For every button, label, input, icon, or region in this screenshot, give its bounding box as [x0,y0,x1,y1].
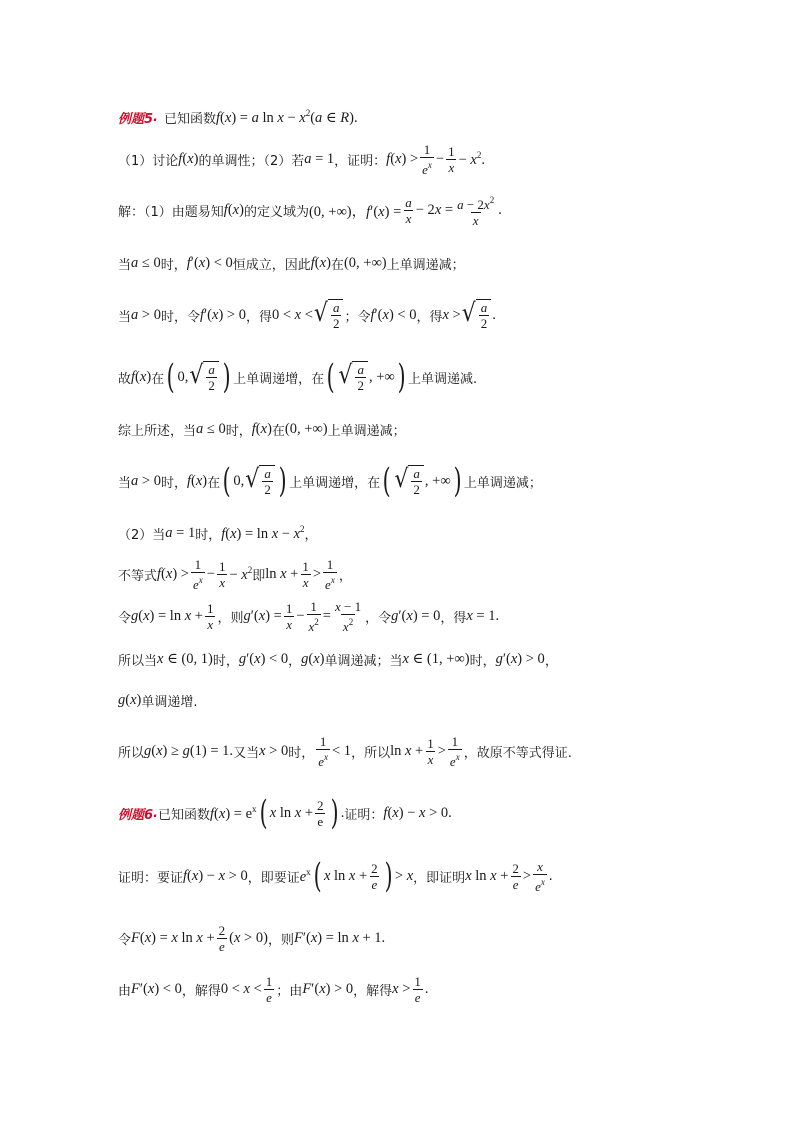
define-F: 令 F(x) = x ln x + $\frac{2}{e}$ (x > 0) ，则 F′(x) = ln x + 1. [118,922,386,954]
define-g: 令 g(x) = ln x + $\frac{1}{x}$ ，则 g′(x) = $\frac{1}{x}$ − $\frac{1}{x^2}$ = $\frac{x - 1}{x^2}$ ，令 g′(x) = 0 ，得 x = 1 . [118,598,500,634]
g-increasing: g(x) 单调递增. [118,691,198,710]
F-monotonic: 由 F′(x) < 0 ，解得 0 < x < $\frac{1}{e}$ ；由 F′(x) > 0 ，解得 x > $\frac{1}{e}$ . [118,973,429,1005]
example5-questions: （1）讨论 f(x) 的单调性；（2）若 a = 1 ，证明： f(x) > $\frac{1}{e^x}$ − $\frac{1}{x}$ − $x^2$. [118,141,485,177]
summary-line2: 当 a > 0 时， f(x) 在 ( 0, √ $\frac{a}{2}$ ) 上单调递增，在 ( √ $\frac{a}{2}$ , +∞ ) 上单调递减； [118,461,542,501]
g-monotonic: 所以当 x ∈ (0, 1) 时， g′(x) < 0 ， g(x) 单调递减；当 x ∈ (1, +∞) 时， g′(x) > 0 ， [118,650,558,669]
conclusion-ex5: 所以 g(x) ≥ g(1) = 1. 又当 x > 0 时， $\frac{1}{e^x}$ < 1 ，所以 ln x + $\frac{1}{x}$ > $\frac{1}{e^x}$ ，故原不等式得证. [118,733,572,769]
example6-tag: 例题6 [118,807,154,823]
case-a-positive: 当 a > 0 时，令 f′(x) > 0 ，得 0 < x < √ $\frac{a}{2}$ ；令 f′(x) < 0 ，得 x > √ $\frac{a}{2}$ . [118,298,496,331]
inequality-transform: 不等式 f(x) > $\frac{1}{e^x}$ − $\frac{1}{x}$ − $x^2$ 即 ln x + $\frac{1}{x}$ > $\frac{1}{e^x}$ ， [118,556,352,592]
summary-line1: 综上所述，当 a ≤ 0 时， f(x) 在 (0, +∞) 上单调递减； [118,420,406,439]
case-a-nonpositive: 当 a ≤ 0 时， f′(x) < 0 恒成立，因此 f(x) 在 (0, +∞) 上单调递减； [118,254,465,273]
part2-setup: （2）当 a = 1 时， $f(x) = \ln x - x^2$ ， [118,523,318,543]
example6-statement: 例题6 . 已知函数 $f(x) = e^x$ ( x ln x + $\frac{2}{e}$ ) . 证明： f(x) − x > 0. [118,793,452,833]
monotonic-intervals: 故 f(x) 在 ( 0, √ $\frac{a}{2}$ ) 上单调递增，在 ( √ $\frac{a}{2}$ , +∞ ) 上单调递减. [118,357,478,397]
example5-tag: 例题5 [118,111,154,127]
solution-derivative: 解：（1）由题易知 f(x) 的定义域为 (0, +∞)，f′(x) = $\frac{a}{x}$ − 2x = $\frac{a - 2x^2}{x}$ . [118,194,502,228]
example6-proof-goal: 证明：要证 f(x) − x > 0 ，即要证 $e^x$ ( x ln x + $\frac{2}{e}$ ) > x ，即证明 x ln x + $\frac{2}{e}$ > $\frac{x}{e^x}$ . [118,856,553,896]
example5-statement: 例题5 . 已知函数 f(x) = a $\ln x - x^2(a$ ∈ R). [118,107,358,127]
